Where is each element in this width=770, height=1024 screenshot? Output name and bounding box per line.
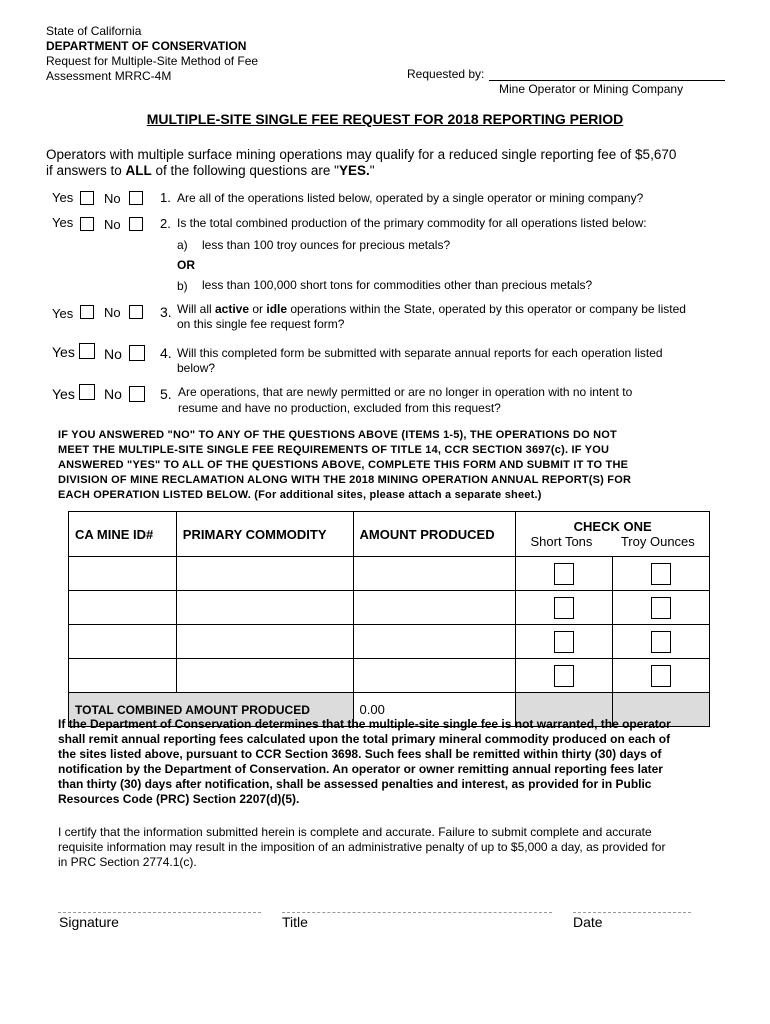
q2b-text: less than 100,000 short tons for commodities other than precious metals?	[202, 278, 593, 292]
amount-cell[interactable]	[353, 659, 516, 693]
q5-text-line1: Are operations, that are newly permitted or are no longer in operation with no intent to	[178, 385, 633, 399]
certification-text	[58, 825, 708, 870]
form-title-line2: Assessment MRRC-4M	[46, 69, 172, 83]
total-amount-field[interactable]: 0.00	[353, 693, 516, 727]
q1-yes-checkbox[interactable]	[80, 191, 94, 205]
warning-line: DIVISION OF MINE RECLAMATION ALONG WITH THE 2018 MINING OPERATION ANNUAL REPORT(S) FOR	[58, 474, 632, 486]
q4-text-line2: below?	[177, 361, 216, 375]
table-row	[69, 659, 710, 693]
short-tons-cell	[516, 591, 613, 625]
q4-yes-checkbox[interactable]	[79, 343, 95, 359]
q1-no-checkbox[interactable]	[129, 191, 143, 205]
page-title: MULTIPLE-SITE SINGLE FEE REQUEST FOR 2018 REPORTING PERIOD	[146, 111, 624, 127]
no-label: No	[104, 346, 122, 362]
mine-id-cell[interactable]	[69, 557, 177, 591]
commodity-cell[interactable]	[176, 659, 353, 693]
amount-cell[interactable]	[353, 625, 516, 659]
mine-id-cell[interactable]	[69, 591, 177, 625]
commodity-cell[interactable]	[176, 625, 353, 659]
troy-ounces-checkbox[interactable]	[651, 665, 671, 687]
certification-line: in PRC Section 2774.1(c).	[58, 855, 197, 869]
no-label: No	[104, 217, 121, 232]
amount-cell[interactable]	[353, 591, 516, 625]
troy-ounces-cell	[613, 557, 710, 591]
yes-label: Yes	[52, 190, 74, 205]
q5-number: 5.	[160, 386, 172, 402]
q2-number: 2.	[160, 216, 171, 231]
question-4-row	[0, 342, 770, 376]
check-one-title: CHECK ONE	[573, 519, 652, 534]
q2b-label: b)	[177, 279, 188, 293]
short-tons-cell	[516, 659, 613, 693]
short-tons-cell	[516, 557, 613, 591]
intro-text	[46, 147, 726, 179]
q2a-text: less than 100 troy ounces for precious metals?	[202, 238, 451, 252]
troy-ounces-label: Troy Ounces	[620, 534, 695, 549]
q1-text: Are all of the operations listed below, operated by a single operator or mining company?	[177, 191, 644, 205]
question-5-row	[0, 383, 770, 417]
yes-label: Yes	[52, 306, 74, 321]
table-row	[69, 625, 710, 659]
short-tons-checkbox[interactable]	[554, 563, 574, 585]
col-header-mine-id: CA MINE ID#	[69, 512, 177, 557]
signature-field[interactable]	[58, 912, 261, 913]
commodity-cell[interactable]	[176, 557, 353, 591]
table-row	[69, 557, 710, 591]
requested-by-label: Requested by:	[407, 67, 485, 81]
q4-number: 4.	[160, 345, 172, 361]
q3-number: 3.	[160, 304, 172, 320]
q3-text-line2: on this single fee request form?	[177, 317, 345, 331]
warning-line: MEET THE MULTIPLE-SITE SINGLE FEE REQUIREMENTS OF TITLE 14, CCR SECTION 3697(c). IF YOU	[58, 444, 610, 456]
q5-no-checkbox[interactable]	[129, 386, 145, 402]
no-label: No	[104, 191, 121, 206]
date-label: Date	[573, 914, 603, 930]
mine-id-cell[interactable]	[69, 625, 177, 659]
col-header-check-one	[516, 512, 710, 557]
note-line: shall remit annual reporting fees calculated upon the total primary mineral commodity produced on each of	[58, 732, 671, 746]
troy-ounces-checkbox[interactable]	[651, 597, 671, 619]
intro-line2: if answers to ALL of the following questions are "YES."	[46, 163, 375, 178]
troy-ounces-cell	[613, 591, 710, 625]
date-field[interactable]	[573, 912, 691, 913]
q3-yes-checkbox[interactable]	[80, 305, 94, 319]
question-3-row	[0, 302, 770, 334]
mine-id-cell[interactable]	[69, 659, 177, 693]
yes-label: Yes	[52, 386, 75, 402]
q5-text-line2: resume and have no production, excluded from this request?	[178, 401, 501, 415]
certification-line: requisite information may result in the imposition of an administrative penalty of up to $5,000 a day, as provided for	[58, 840, 666, 854]
q5-yes-checkbox[interactable]	[79, 384, 95, 400]
short-tons-checkbox[interactable]	[554, 631, 574, 653]
q2-no-checkbox[interactable]	[129, 217, 143, 231]
instructions-warning	[58, 428, 708, 503]
mine-operations-table	[68, 511, 710, 727]
requested-by-field[interactable]	[489, 80, 725, 81]
commodity-cell[interactable]	[176, 591, 353, 625]
total-label-cell: TOTAL COMBINED AMOUNT PRODUCED	[69, 693, 354, 727]
col-header-commodity: PRIMARY COMMODITY	[176, 512, 353, 557]
amount-cell[interactable]	[353, 557, 516, 591]
troy-ounces-cell	[613, 625, 710, 659]
fee-determination-note	[58, 717, 708, 807]
certification-line: I certify that the information submitted herein is complete and accurate. Failure to submit complete and accurate	[58, 825, 652, 839]
troy-ounces-checkbox[interactable]	[651, 631, 671, 653]
or-label: OR	[177, 258, 195, 272]
intro-line1: Operators with multiple surface mining operations may qualify for a reduced single reporting fee of $5,670	[46, 147, 677, 162]
col-header-amount: AMOUNT PRODUCED	[353, 512, 516, 557]
short-tons-label: Short Tons	[530, 534, 593, 549]
yes-label: Yes	[52, 215, 74, 230]
warning-line: EACH OPERATION LISTED BELOW. (For additional sites, please attach a separate sheet.)	[58, 489, 542, 501]
no-label: No	[104, 305, 121, 320]
question-1-row	[0, 188, 770, 208]
state-name: State of California	[46, 24, 142, 38]
q2-yes-checkbox[interactable]	[80, 217, 94, 231]
note-line: If the Department of Conservation determines that the multiple-site single fee is not warranted, the operator	[58, 717, 671, 731]
short-tons-cell	[516, 625, 613, 659]
q3-no-checkbox[interactable]	[129, 305, 143, 319]
department-name: DEPARTMENT OF CONSERVATION	[46, 39, 247, 53]
q2a-label: a)	[177, 238, 188, 252]
q1-number: 1.	[160, 190, 171, 205]
note-line: Resources Code (PRC) Section 2207(d)(5).	[58, 792, 300, 806]
warning-line: ANSWERED "YES" TO ALL OF THE QUESTIONS ABOVE, COMPLETE THIS FORM AND SUBMIT IT TO THE	[58, 459, 629, 471]
table-header-row	[69, 512, 710, 557]
no-label: No	[104, 386, 122, 402]
troy-ounces-checkbox[interactable]	[651, 563, 671, 585]
requested-by-caption: Mine Operator or Mining Company	[499, 82, 684, 96]
short-tons-checkbox[interactable]	[554, 665, 574, 687]
warning-line: IF YOU ANSWERED "NO" TO ANY OF THE QUESTIONS ABOVE (ITEMS 1-5), THE OPERATIONS DO NOT	[58, 429, 617, 441]
q2-text: Is the total combined production of the primary commodity for all operations listed below:	[177, 216, 647, 230]
note-line: notification by the Department of Conservation. An operator or owner remitting annual reporting fees later	[58, 762, 663, 776]
q4-text-line1: Will this completed form be submitted with separate annual reports for each operation listed	[177, 346, 663, 360]
title-label: Title	[282, 914, 308, 930]
question-2-row	[0, 213, 770, 293]
form-title-line1: Request for Multiple-Site Method of Fee	[46, 54, 259, 68]
note-line: than thirty (30) days after notification, shall be assessed penalties and interest, as provided for in Public	[58, 777, 652, 791]
q4-no-checkbox[interactable]	[129, 345, 145, 361]
troy-ounces-cell	[613, 659, 710, 693]
short-tons-checkbox[interactable]	[554, 597, 574, 619]
header-block	[46, 24, 258, 84]
check-one-subheaders	[516, 534, 709, 549]
table-row	[69, 591, 710, 625]
signature-label: Signature	[59, 914, 119, 930]
title-field[interactable]	[282, 912, 552, 913]
yes-label: Yes	[52, 344, 75, 360]
note-line: the sites listed above, pursuant to CCR Section 3698. Such fees shall be remitted within thirty (30) days of	[58, 747, 662, 761]
q3-text-line1: Will all active or idle operations within the State, operated by this operator or company be listed	[177, 302, 686, 316]
